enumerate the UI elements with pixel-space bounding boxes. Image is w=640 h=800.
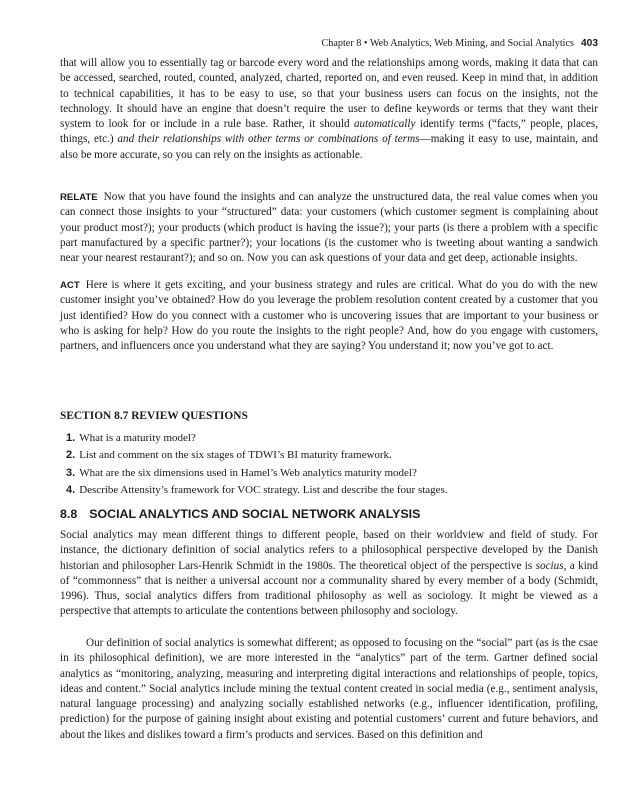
- running-header: [300, 38, 598, 49]
- review-question: 3. What are the six dimensions used in Hamel’s Web analytics maturity model?: [66, 466, 417, 479]
- relate-label: RELATE: [60, 192, 98, 203]
- review-question: 2. List and comment on the six stages of TDWI’s BI maturity framework.: [66, 449, 392, 462]
- review-question: 1. What is a maturity model?: [66, 432, 196, 444]
- review-questions-list: [66, 430, 448, 500]
- intro-paragraph: that will allow you to essentially tag or barcode every word and the relationships among words, making it data that can be accessed, searched, routed, counted, analyzed, charted, reported on, and even reused. Keep in mind that, in addition to technical capabilities, it has to be easy to use, so that your business users can focus on the insights, not the technology. It should have an engine that doesn’t require the user to define keywords or terms that they want their system to look for or include in a rule base. Rather, it should automatically identify terms (“facts,” people, places, things, etc.) and their relationships with other terms or combinations of terms—making it easy to use, maintain, and also be more accurate, so you can rely on the insights as actionable.: [60, 57, 599, 161]
- emphasis-relationships: and their relationships with other terms or combinations of terms: [117, 133, 420, 146]
- running-title: Chapter 8 • Web Analytics, Web Mining, and Social Analytics: [321, 38, 574, 49]
- emphasis-socius: socius: [535, 559, 564, 572]
- section-number: 8.8: [60, 507, 78, 521]
- act-label: ACT: [60, 280, 80, 291]
- review-question: 4. Describe Attensity’s framework for VOC strategy. List and describe the four stages.: [66, 484, 448, 497]
- section-heading: [60, 507, 420, 521]
- page-number: 403: [581, 38, 598, 49]
- section-title: SOCIAL ANALYTICS AND SOCIAL NETWORK ANALYSIS: [89, 507, 421, 521]
- review-questions-title: SECTION 8.7 REVIEW QUESTIONS: [60, 410, 248, 422]
- section-paragraph-2: Our definition of social analytics is somewhat different; as opposed to focusing on the “social” part (as is the csae in its philosophical definition), we are more interested in the “analytics” part of the term. Gartner defined social analytics as “monitoring, analyzing, measuring and interpreting digital interactions and relationships of people, topics, ideas and content.” Social analytics include mining the textual content created in social media (e.g., sentiment analysis, natural language processing) and analyzing socially established networks (e.g., influencer identification, profiling, prediction) for the purpose of gaining insight about existing and potential customers’ current and future behaviors, and about the likes and dislikes toward a firm’s products and services. Based on this definition and: [60, 637, 598, 741]
- act-paragraph: ACT Here is where it gets exciting, and your business strategy and rules are critical. What do you do with the new customer insight you’ve obtained? How do you leverage the problem resolution content created by a customer that you just identified? How do you connect with a customer who is uncovering issues that are important to your business or who is asking for help? How do you route the insights to the right people? And, how do you engage with customers, partners, and influencers once you understand what they are saying? You understand it; now you’ve got to act.: [60, 279, 598, 353]
- relate-paragraph: RELATE Now that you have found the insights and can analyze the unstructured data, the real value comes when you can connect those insights to your “structured” data: your customers (which customer segment is complaining about your product most?); your products (which product is having the issue?); your parts (is there a problem with a specific part manufactured by a specific partner?); your locations (is the customer who is tweeting about wanting a sandwich near your nearest restaurant?); and so on. Now you can ask questions of your data and get deep, actionable insights.: [60, 191, 598, 265]
- emphasis-automatically: automatically: [353, 118, 416, 131]
- section-paragraph-1: Social analytics may mean different things to different people, based on their worldview and field of study. For instance, the dictionary definition of social analytics refers to a philosophical perspective developed by the Danish historian and philosopher Lars-Henrik Schmidt in the 1980s. The theoretical object of the perspective is socius, a kind of “commonness” that is neither a universal account nor a communality shared by every member of a body (Schmidt, 1996). Thus, social analytics differs from traditional philosophy as well as sociology. It might be viewed as a perspective that attempts to articulate the contentions between philosophy and sociology.: [60, 529, 598, 618]
